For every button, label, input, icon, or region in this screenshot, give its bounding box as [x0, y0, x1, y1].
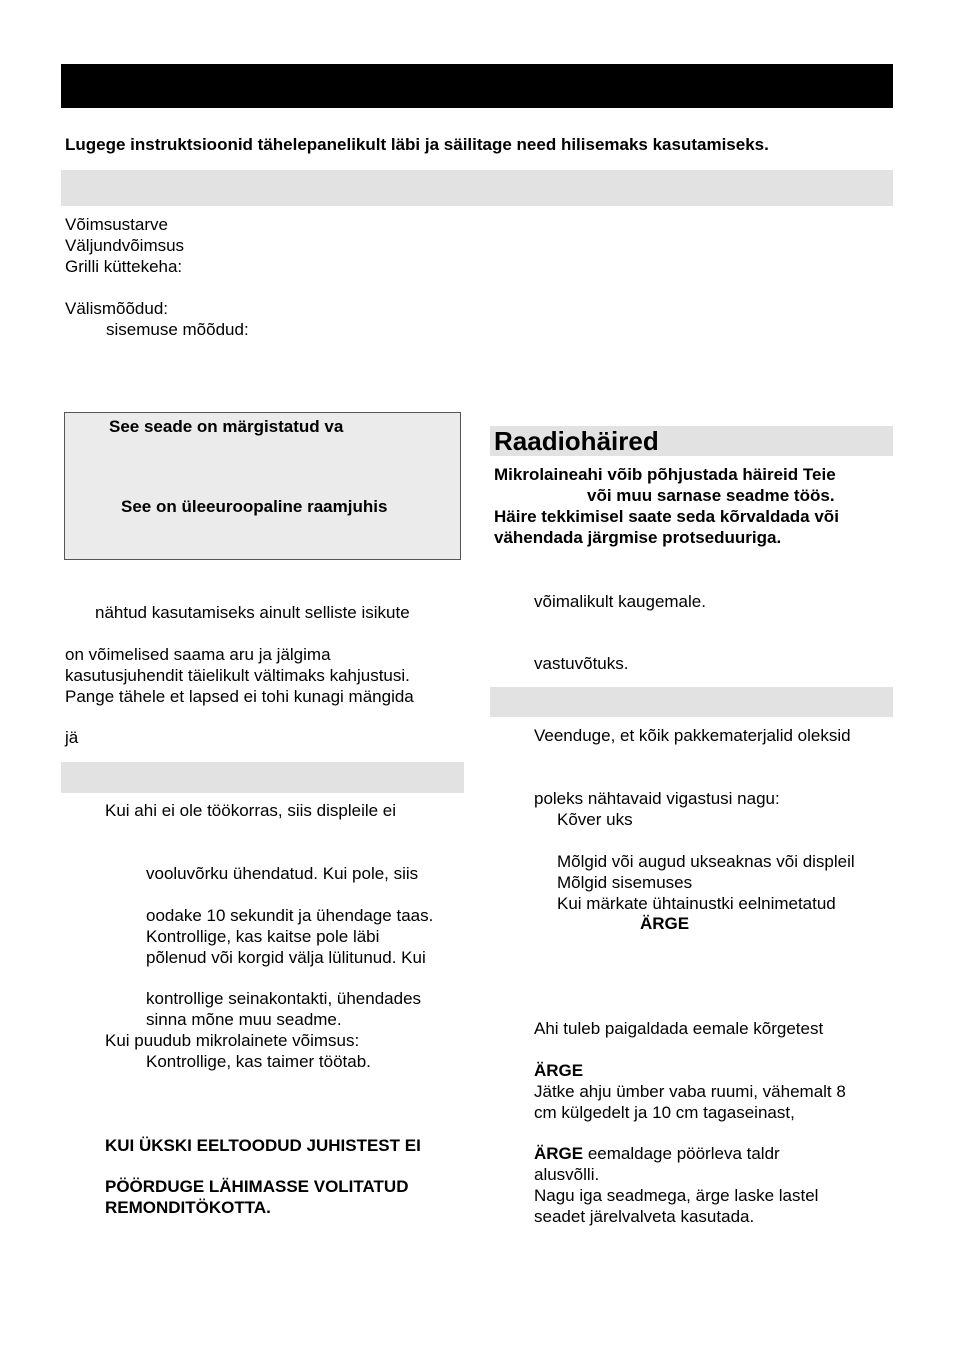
- header-bar: [61, 64, 893, 108]
- intro-text: Lugege instruktsioonid tähelepanelikult läbi ja säilitage need hilisemaks kasutamiseks.: [65, 135, 769, 154]
- install-line-7: ÄRGE: [640, 914, 690, 933]
- install-line-4: Mõlgid või augud ukseaknas või displeil: [557, 852, 855, 871]
- safety-line-3: kasutusjuhendit täielikult vältimaks kahjustusi.: [65, 666, 410, 685]
- troubleshoot-line-5: kontrollige seinakontakti, ühendades: [146, 989, 422, 1008]
- troubleshoot-warning-3: REMONDITÖKOTTA.: [105, 1198, 271, 1217]
- notice-line-2: See on üleeuroopaline raamjuhis: [121, 497, 388, 516]
- specs-heading-bar: [61, 170, 893, 206]
- troubleshoot-warning-1: KUI ÜKSKI EELTOODUD JUHISTEST EI: [105, 1136, 421, 1155]
- radio-para-2: või muu sarnase seadme töös.: [587, 486, 835, 505]
- troubleshoot-warning-2: PÖÖRDUGE LÄHIMASSE VOLITATUD: [105, 1177, 409, 1196]
- safety-line-2: on võimelised saama aru ja jälgima: [65, 645, 331, 664]
- spec-power-output: Väljundvõimsus: [65, 236, 185, 255]
- radio-para-3: Häire tekkimisel saate seda kõrvaldada või: [494, 507, 839, 526]
- install-line-3: Kõver uks: [557, 810, 633, 829]
- install-line-8: Ahi tuleb paigaldada eemale kõrgetest: [534, 1019, 824, 1038]
- radio-para-4: vähendada järgmise protseduuriga.: [494, 528, 782, 547]
- install-line-2: poleks nähtavaid vigastusi nagu:: [534, 789, 780, 808]
- install-line-12-rest: eemaldage pöörleva taldr: [583, 1144, 780, 1163]
- troubleshoot-intro: Kui ahi ei ole töökorras, siis displeile ei: [105, 801, 397, 820]
- safety-line-4: Pange tähele et lapsed ei tohi kunagi mängida: [65, 687, 414, 706]
- install-heading-bar: [490, 687, 893, 717]
- troubleshoot-line-4: põlenud või korgid välja lülitunud. Kui: [146, 948, 426, 967]
- notice-line-1: See seade on märgistatud va: [109, 417, 344, 436]
- troubleshoot-heading-bar: [61, 762, 464, 793]
- install-line-15: seadet järelvalveta kasutada.: [534, 1207, 755, 1226]
- install-line-14: Nagu iga seadmega, ärge laske lastel: [534, 1186, 819, 1205]
- spec-grill-element: Grilli küttekeha:: [65, 257, 183, 276]
- spec-internal-dims: sisemuse mõõdud:: [106, 320, 249, 339]
- troubleshoot-no-power: Kui puudub mikrolainete võimsus:: [105, 1031, 360, 1050]
- radio-item-2: vastuvõtuks.: [534, 654, 629, 673]
- install-line-10: Jätke ahju ümber vaba ruumi, vähemalt 8: [534, 1082, 846, 1101]
- install-line-13: alusvõlli.: [534, 1165, 600, 1184]
- spec-external-dims: Välismõõdud:: [65, 299, 169, 318]
- install-line-12: [534, 1143, 780, 1164]
- radio-item-1: võimalikult kaugemale.: [534, 592, 706, 611]
- troubleshoot-line-1: vooluvõrku ühendatud. Kui pole, siis: [146, 864, 419, 883]
- safety-line-1: nähtud kasutamiseks ainult selliste isikute: [95, 603, 410, 622]
- troubleshoot-timer: Kontrollige, kas taimer töötab.: [146, 1052, 371, 1071]
- troubleshoot-line-3: Kontrollige, kas kaitse pole läbi: [146, 927, 380, 946]
- install-line-6: Kui märkate ühtainustki eelnimetatud: [557, 894, 836, 913]
- install-line-11: cm külgedelt ja 10 cm tagaseinast,: [534, 1103, 795, 1122]
- install-line-1: Veenduge, et kõik pakkematerjalid oleksid: [534, 726, 851, 745]
- install-line-12-bold: ÄRGE: [534, 1144, 584, 1163]
- safety-line-5: jä: [65, 728, 79, 747]
- troubleshoot-line-2: oodake 10 sekundit ja ühendage taas.: [146, 906, 434, 925]
- troubleshoot-line-6: sinna mõne muu seadme.: [146, 1010, 342, 1029]
- spec-power-input: Võimsustarve: [65, 215, 168, 234]
- install-line-5: Mõlgid sisemuses: [557, 873, 693, 892]
- install-line-9: ÄRGE: [534, 1061, 584, 1080]
- radio-heading: Raadiohäired: [494, 426, 659, 456]
- radio-para-1: Mikrolaineahi võib põhjustada häireid Teie: [494, 465, 836, 484]
